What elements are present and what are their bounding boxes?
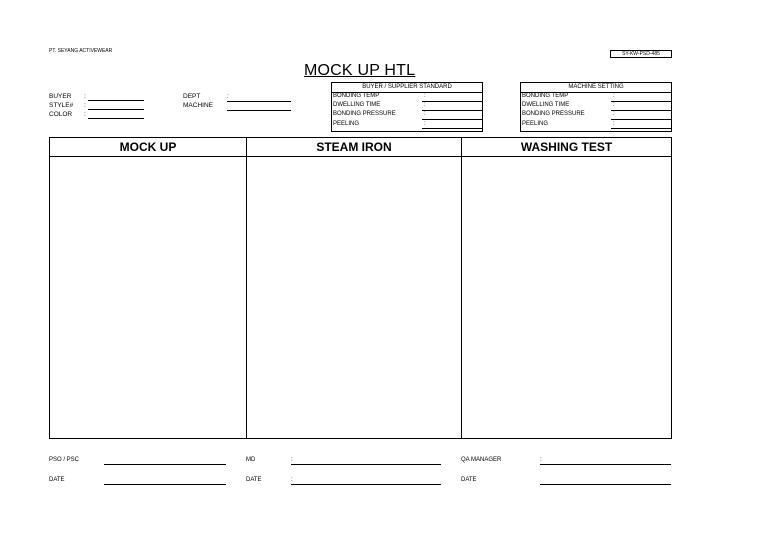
qa-date-line[interactable] bbox=[540, 484, 671, 485]
pso-psc-label: PSO / PSC bbox=[49, 457, 80, 463]
color-field[interactable] bbox=[88, 118, 144, 119]
dept-colon: : bbox=[227, 93, 229, 100]
style-colon: : bbox=[84, 102, 86, 109]
date-label: DATE bbox=[49, 477, 65, 483]
qa-manager-colon: : bbox=[540, 457, 542, 463]
md-date-colon: : bbox=[291, 477, 293, 483]
buyer-standard-box bbox=[331, 82, 483, 132]
color-colon: : bbox=[84, 111, 86, 118]
date-label: DATE bbox=[461, 477, 477, 483]
machine-set-row: BONDING TEMP : bbox=[522, 93, 615, 99]
buyer-standard-header: BUYER / SUPPLIER STANDARD bbox=[362, 84, 452, 90]
date-label: DATE bbox=[246, 477, 262, 483]
machine-set-row: PEELING : bbox=[522, 121, 615, 127]
md-colon: : bbox=[291, 457, 293, 463]
main-table bbox=[49, 137, 672, 439]
column-steam-iron-header: STEAM IRON bbox=[316, 140, 392, 154]
buyer-std-row: BONDING PRESSURE : bbox=[333, 111, 426, 117]
buyer-colon: : bbox=[84, 93, 86, 100]
style-field[interactable] bbox=[88, 109, 144, 110]
buyer-label: BUYER bbox=[49, 93, 72, 100]
md-label: MD bbox=[246, 457, 256, 463]
machine-set-row: DWELLING TIME : bbox=[522, 102, 615, 108]
company-name: PT. SEYANG ACTIVEWEAR bbox=[49, 48, 113, 54]
pso-date-line[interactable] bbox=[104, 484, 226, 485]
washing-test-area[interactable] bbox=[463, 157, 671, 438]
column-washing-test-header: WASHING TEST bbox=[520, 140, 613, 154]
column-mock-up-header: MOCK UP bbox=[119, 140, 177, 154]
machine-label: MACHINE bbox=[183, 102, 213, 109]
mock-up-area[interactable] bbox=[51, 157, 245, 438]
buyer-field[interactable] bbox=[88, 100, 144, 101]
document-code: SY-KW-PSD-485 bbox=[610, 50, 672, 58]
machine-field[interactable] bbox=[227, 110, 291, 111]
qa-manager-label: QA MANAGER bbox=[461, 457, 502, 463]
machine-setting-box bbox=[520, 82, 672, 132]
style-label: STYLE# bbox=[49, 102, 74, 109]
md-date-line[interactable] bbox=[291, 484, 441, 485]
pso-psc-signature-line[interactable] bbox=[104, 464, 226, 465]
machine-set-row: BONDING PRESSURE : bbox=[522, 111, 615, 117]
buyer-std-row: PEELING : bbox=[333, 121, 426, 127]
buyer-std-row: BONDING TEMP : bbox=[333, 93, 426, 99]
dept-field[interactable] bbox=[227, 101, 291, 102]
steam-iron-area[interactable] bbox=[248, 157, 460, 438]
machine-setting-header: MACHINE SETTING bbox=[568, 84, 624, 90]
buyer-std-row: DWELLING TIME : bbox=[333, 102, 426, 108]
page-title: MOCK UP HTL bbox=[304, 62, 416, 79]
md-signature-line[interactable] bbox=[291, 464, 441, 465]
qa-manager-signature-line[interactable] bbox=[540, 464, 671, 465]
dept-label: DEPT bbox=[183, 93, 201, 100]
color-label: COLOR bbox=[49, 111, 73, 118]
